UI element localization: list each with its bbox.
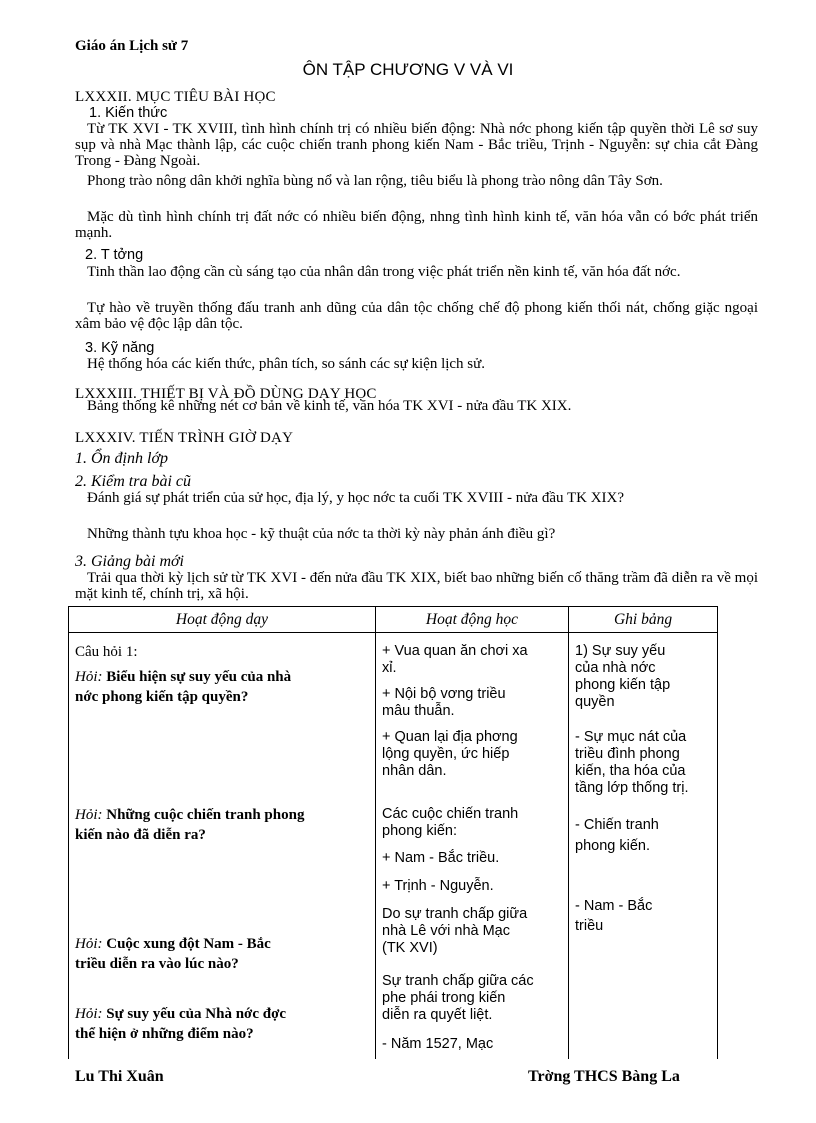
knowledge-paragraph-3: Mặc dù tình hình chính trị đất nớc có nhiều biến động, nhng tình hình kinh tế, văn hóa vẫn có bớc phát triển mạnh. [75,209,758,241]
section-process-heading: LXXXIV. TIẾN TRÌNH GIỜ DẠY [75,430,294,446]
document-header: Giáo án Lịch sử 7 [75,38,189,54]
thought-paragraph-1: Tinh thần lao động cần cù sáng tạo của nhân dân trong việc phát triển nền kinh tế, văn hóa đất nớc. [87,264,681,280]
board-line: phong kiến tập [575,677,671,693]
board-line: - Nam - Bắc [575,898,653,914]
equipment-paragraph: Bảng thống kê những nét cơ bản về kinh tế, văn hóa TK XVI - nửa đầu TK XIX. [87,398,572,414]
header-board-notes: Ghi bảng [569,607,718,633]
learning-line: - Năm 1527, Mạc [382,1036,494,1052]
learning-line: xỉ. [382,660,397,676]
intro-paragraph: Trải qua thời kỳ lịch sử từ TK XVI - đến nửa đầu TK XIX, biết bao những biến cố thăng trầm đã diễn ra về mọi mặt kinh tế, chính trị, xã hội. [75,570,758,602]
lesson-table [68,606,718,1059]
learning-line: Sự tranh chấp giữa các [382,973,534,989]
section-goals-heading: LXXXII. MỤC TIÊU BÀI HỌC [75,89,276,105]
learning-line: nhân dân. [382,763,447,779]
learning-line: nhà Lê với nhà Mạc [382,923,511,939]
question-label: Câu hỏi 1: [75,644,138,660]
learning-line: diễn ra quyết liệt. [382,1007,493,1023]
board-notes-column [569,633,718,1060]
hoi-label: Hỏi: [75,936,103,952]
board-line: 1) Sự suy yếu [575,643,666,659]
board-line: của nhà nớc [575,660,656,676]
teaching-column [69,633,376,1060]
question-3-line-2: triều diễn ra vào lúc nào? [75,956,239,972]
learning-line: + Trịnh - Nguyễn. [382,878,494,894]
learning-line: (TK XVI) [382,940,438,956]
step-3-text: 3. Giảng bài mới [75,553,184,570]
question-2-line-2: kiến nào đã diễn ra? [75,827,206,843]
footer-author: Lu Thi Xuân [75,1068,164,1085]
hoi-label: Hỏi: [75,1006,103,1022]
question-4-line-1 [75,1005,286,1024]
question-4-text-a: Sự suy yếu của Nhà nớc đợc [106,1006,287,1022]
question-1-line-2: nớc phong kiến tập quyền? [75,689,249,705]
page-title: ÔN TẬP CHƯƠNG V VÀ VI [302,60,514,79]
board-line: tầng lớp thống trị. [575,780,689,796]
knowledge-heading: 1. Kiến thức [89,105,168,121]
question-1-text-a: Biểu hiện sự suy yếu của nhà [106,669,292,685]
learning-line: lộng quyền, ức hiếp [382,746,510,762]
section-equipment-heading: LXXXIII. THIẾT BỊ VÀ ĐỒ DÙNG DẠY HỌC [75,386,377,402]
skill-heading: 3. Kỹ năng [85,340,155,356]
step-2-heading [75,473,191,491]
hoi-label: Hỏi: [75,669,103,685]
board-line: - Sự mục nát của [575,729,687,745]
header-learning-activity: Hoạt động học [376,607,569,633]
hoi-label: Hỏi: [75,807,103,823]
thought-heading: 2. T tởng [85,247,144,263]
board-line: - Chiến tranh [575,817,659,833]
question-3-text-a: Cuộc xung đột Nam - Bắc [106,936,271,952]
learning-line: + Vua quan ăn chơi xa [382,643,528,659]
question-3-line-1 [75,935,271,954]
learning-line: + Quan lại địa phơng [382,729,518,745]
knowledge-paragraph-1: Từ TK XVI - TK XVIII, tình hình chính trị có nhiều biến động: Nhà nớc phong kiến tập quyền thời Lê sơ suy sụp và nhà Mạc thành lập, các cuộc chiến tranh phong kiến Nam - Bắc triều, Trịnh - Nguyễn: sự chia cắt Đàng Trong - Đàng Ngoài. [75,121,758,169]
board-line: triều đình phong [575,746,680,762]
question-2-text-a: Những cuộc chiến tranh phong [106,807,305,823]
learning-column [376,633,569,1060]
knowledge-paragraph-2: Phong trào nông dân khởi nghĩa bùng nổ và lan rộng, tiêu biểu là phong trào nông dân Tây Sơn. [87,173,663,189]
thought-paragraph-2: Tự hào về truyền thống đấu tranh anh dũng của dân tộc chống chế độ phong kiến thối nát, chống giặc ngoại xâm bảo vệ độc lập dân tộc. [75,300,758,332]
learning-line: Do sự tranh chấp giữa [382,906,528,922]
learning-line: phong kiến: [382,823,457,839]
review-question-2: Những thành tựu khoa học - kỹ thuật của nớc ta thời kỳ này phản ánh điều gì? [87,526,556,542]
board-line: phong kiến. [575,838,650,854]
question-4-line-2: thể hiện ở những điểm nào? [75,1026,254,1042]
header-teaching-activity: Hoạt động dạy [69,607,376,633]
footer-school: Trờng THCS Bàng La [528,1068,680,1085]
board-line: quyền [575,694,615,710]
skill-paragraph: Hệ thống hóa các kiến thức, phân tích, so sánh các sự kiện lịch sử. [87,356,486,372]
step-3-heading [75,553,184,571]
step-1-heading [75,450,168,468]
learning-line: phe phái trong kiến [382,990,506,1006]
board-line: triều [575,918,604,934]
learning-line: + Nam - Bắc triều. [382,850,500,866]
board-line: kiến, tha hóa của [575,763,686,779]
learning-line: mâu thuẫn. [382,703,455,719]
learning-line: Các cuộc chiến tranh [382,806,519,822]
step-1-text: 1. Ổn định lớp [75,450,168,467]
review-question-1: Đánh giá sự phát triển của sử học, địa lý, y học nớc ta cuối TK XVIII - nửa đầu TK XIX? [87,490,625,506]
step-2-text: 2. Kiểm tra bài cũ [75,473,191,490]
question-1-line-1 [75,668,291,687]
learning-line: + Nội bộ vơng triều [382,686,506,702]
question-2-line-1 [75,806,304,825]
